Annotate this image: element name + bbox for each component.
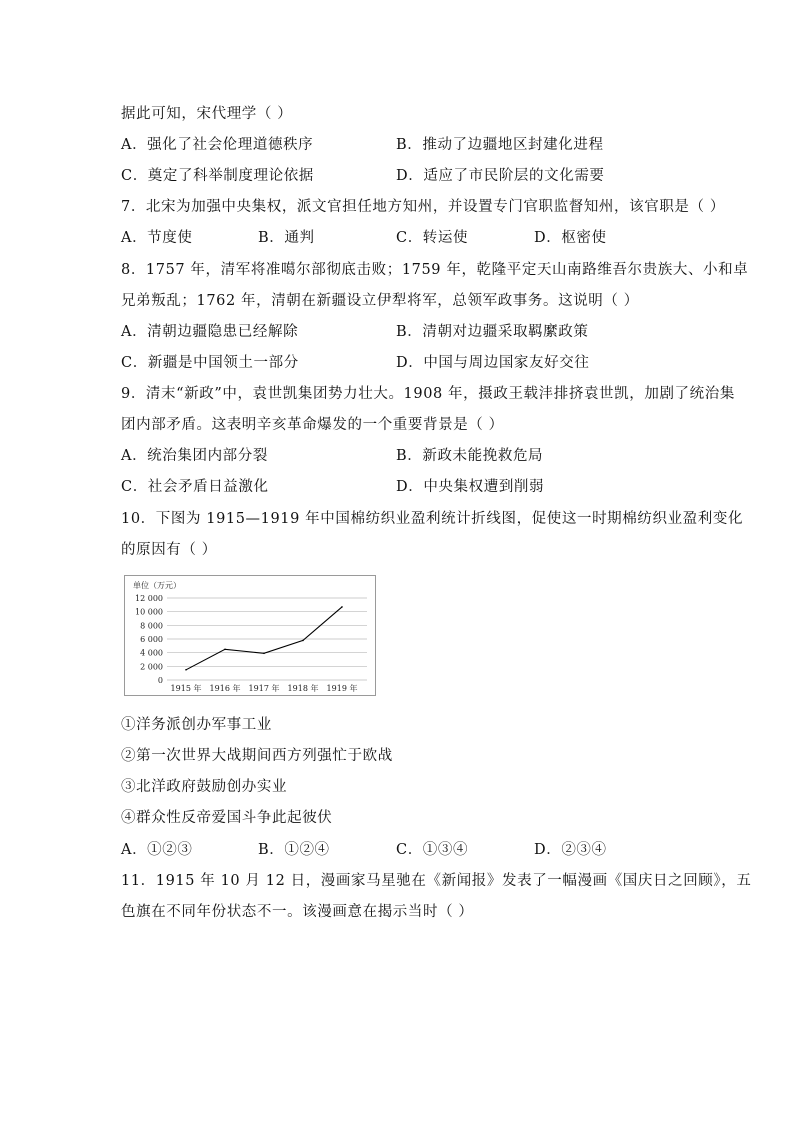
q11-stem-line2: 色旗在不同年份状态不一。该漫画意在揭示当时（ ）	[121, 904, 474, 920]
chart-data-point	[224, 649, 226, 651]
chart-data-point	[302, 640, 304, 642]
q6-stem: 据此可知，宋代理学（ ）	[121, 106, 293, 122]
chart-y-tick-label: 10 000	[135, 607, 163, 617]
chart-series-line	[186, 607, 342, 670]
q6-option-b[interactable]: B．推动了边疆地区封建化进程	[396, 137, 604, 153]
chart-svg	[125, 576, 377, 697]
q7-option-c[interactable]: C．转运使	[396, 230, 469, 246]
chart-data-point	[341, 606, 343, 608]
q6-option-d[interactable]: D．适应了市民阶层的文化需要	[396, 168, 605, 184]
q11-stem-line1: 11．1915 年 10 月 12 日，漫画家马星驰在《新闻报》发表了一幅漫画《国庆日之回顾》，五	[121, 873, 752, 889]
q8-stem-line1: 8．1757 年，清军将准噶尔部彻底击败；1759 年，乾隆平定天山南路维吾尔贵族大、小和卓	[121, 262, 749, 278]
q9-option-a[interactable]: A．统治集团内部分裂	[121, 448, 268, 464]
chart-unit-label: 单位（万元）	[133, 581, 181, 590]
chart-y-tick-label: 4 000	[140, 648, 163, 658]
q10-item-1: ①洋务派创办军事工业	[121, 717, 272, 733]
q10-item-3: ③北洋政府鼓励创办实业	[121, 779, 288, 795]
chart-x-tick-label: 1918 年	[287, 684, 319, 693]
profit-line-chart	[124, 575, 376, 696]
chart-y-tick-label: 12 000	[135, 594, 163, 603]
q8-option-d[interactable]: D．中国与周边国家友好交往	[396, 355, 590, 371]
chart-x-tick-label: 1919 年	[326, 684, 358, 693]
q7-option-d[interactable]: D．枢密使	[534, 230, 607, 246]
chart-data-point	[263, 653, 265, 655]
q10-option-b[interactable]: B．①②④	[258, 842, 330, 858]
q10-option-d[interactable]: D．②③④	[534, 842, 607, 858]
chart-x-tick-label: 1916 年	[209, 684, 241, 693]
chart-data-point	[185, 669, 187, 671]
q9-option-c[interactable]: C．社会矛盾日益激化	[121, 479, 269, 495]
chart-x-tick-label: 1915 年	[170, 684, 202, 693]
q7-option-a[interactable]: A．节度使	[121, 230, 193, 246]
q8-stem-line2: 兄弟叛乱；1762 年，清朝在新疆设立伊犁将军，总领军政事务。这说明（ ）	[121, 293, 639, 309]
q10-option-c[interactable]: C．①③④	[396, 842, 469, 858]
q7-stem: 7．北宋为加强中央集权，派文官担任地方知州，并设置专门官职监督知州，该官职是（ ）	[121, 199, 725, 215]
q8-option-a[interactable]: A．清朝边疆隐患已经解除	[121, 324, 299, 340]
q7-option-b[interactable]: B．通判	[258, 230, 315, 246]
chart-y-tick-label: 8 000	[140, 621, 163, 631]
q8-option-c[interactable]: C．新疆是中国领土一部分	[121, 355, 299, 371]
chart-y-tick-label: 2 000	[140, 662, 163, 672]
q6-option-a[interactable]: A．强化了社会伦理道德秩序	[121, 137, 314, 153]
q9-stem-line2: 团内部矛盾。这表明辛亥革命爆发的一个重要背景是（ ）	[121, 417, 504, 433]
chart-y-tick-label: 6 000	[140, 635, 163, 644]
chart-y-tick-label: 0	[157, 676, 163, 685]
chart-x-tick-label: 1917 年	[248, 684, 280, 693]
q9-stem-line1: 9．清末“新政”中，袁世凯集团势力壮大。1908 年，摄政王载沣排挤袁世凯，加剧了统治集	[121, 386, 735, 402]
q10-stem-line1: 10．下图为 1915—1919 年中国棉纺织业盈利统计折线图，促使这一时期棉纺织业盈利变化	[121, 511, 744, 527]
q9-option-b[interactable]: B．新政未能挽救危局	[396, 448, 544, 464]
q10-option-a[interactable]: A．①②③	[121, 842, 193, 858]
q8-option-b[interactable]: B．清朝对边疆采取羁縻政策	[396, 324, 589, 340]
q9-option-d[interactable]: D．中央集权遭到削弱	[396, 479, 545, 495]
q10-stem-line2: 的原因有（ ）	[121, 542, 217, 558]
q10-item-2: ②第一次世界大战期间西方列强忙于欧战	[121, 748, 393, 764]
q10-item-4: ④群众性反帝爱国斗争此起彼伏	[121, 810, 333, 826]
q6-option-c[interactable]: C．奠定了科举制度理论依据	[121, 168, 314, 184]
